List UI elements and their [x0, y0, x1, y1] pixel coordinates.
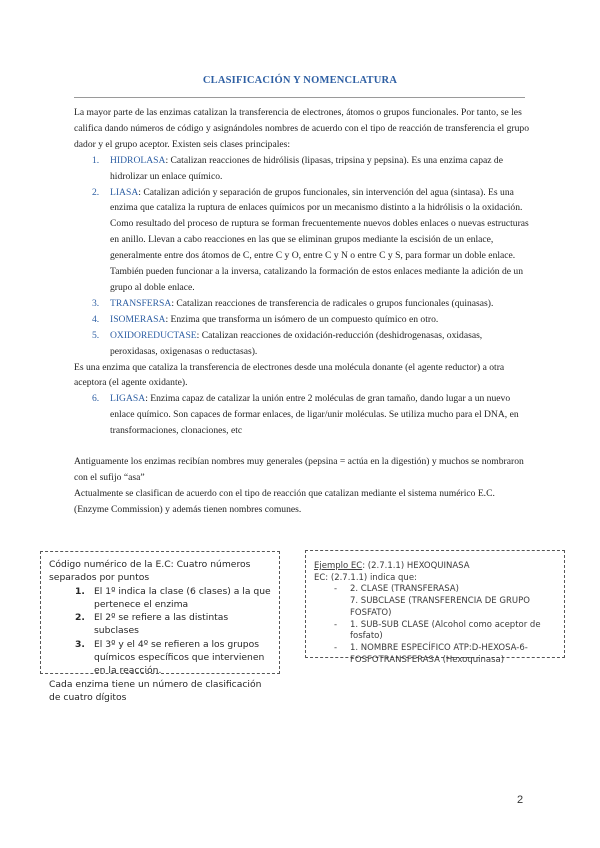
code-item-text: El 3º y el 4º se refieren a los grupos químicos específicos que intervienen en la reacción.: [94, 638, 265, 677]
class-name: LIGASA: [110, 393, 146, 405]
list-item: [49, 611, 273, 638]
list-item: [74, 296, 529, 312]
code-item-text: El 2º se refiere a las distintas subclases: [94, 612, 229, 637]
example-line: 2. CLASE (TRANSFERASA): [350, 584, 459, 595]
class-name: ISOMERASA: [110, 313, 166, 325]
main-content: [74, 105, 529, 518]
code-item-text: El 1º indica la clase (6 clases) a la que pertenece el enzima: [94, 585, 271, 610]
class-name: LIASA: [110, 186, 139, 198]
dash-marker: -: [334, 584, 338, 595]
enzyme-class-list-continued: [74, 391, 529, 439]
code-box-heading: Código numérico de la E.C: Cuatro números separados por puntos: [49, 559, 251, 584]
list-item: [74, 391, 529, 439]
spacer: [74, 439, 529, 454]
class-description: : Enzima capaz de catalizar la unión entre 2 moléculas de gran tamaño, dando lugar a un nuevo enlace químico. Son capaces de formar enlaces, de ligar/unir moléculas. Se utiliza mucho para el DNA, en transformaciones, clonaciones, etc: [110, 393, 519, 437]
example-label: Ejemplo EC: [314, 561, 363, 571]
oxidoreductase-note: Es una enzima que cataliza la transferencia de electrones desde una molécula donante (el agente reductor) a otra aceptora (el agente oxidante).: [74, 361, 505, 389]
list-number: 5.: [92, 329, 100, 341]
list-item: [74, 328, 529, 360]
code-box-footer: Cada enzima tiene un número de clasificación de cuatro dígitos: [49, 678, 262, 703]
list-item: [314, 620, 558, 643]
list-item: [74, 185, 529, 296]
list-number: 3.: [75, 638, 85, 650]
example-line: 7. SUBCLASE (TRANSFERENCIA DE GRUPO FOSFATO): [350, 596, 530, 618]
ec-example-box: [305, 550, 565, 665]
class-description: : Catalizan reacciones de oxidación-reducción (deshidrogenasas, oxidasas, peroxidasas, oxigenasas o reductasas).: [110, 329, 483, 357]
class-description: : Catalizan adición y separación de grupos funcionales, sin intervención del agua (sintasa). Es una enzima que cataliza la ruptura de enlaces químicos por un mecanismo distinto a la hidrólisis o la oxidación. Como resultado del proceso de ruptura se forman frecuentemente nuevos dobles enlaces o nuevas estructuras en anillo. Llevan a cabo reacciones en las que se eliminan grupos mediante la escisión de un enlace, generalmente entre dos átomos de C, entre C y O, entre C y N o entre C y S, para formar un doble enlace. También pueden funcionar a la inversa, catalizando la formación de estos enlaces mediante la adición de un grupo al doble enlace.: [110, 186, 529, 293]
list-number: 1.: [92, 154, 100, 166]
enzyme-class-list: [74, 153, 529, 360]
list-number: 6.: [92, 393, 100, 405]
list-item: [314, 584, 558, 596]
class-name: HIDROLASA: [110, 154, 166, 166]
class-description: : Enzima que transforma un isómero de un compuesto químico en otro.: [165, 313, 439, 325]
dash-marker: -: [334, 642, 338, 653]
title-divider: [74, 97, 525, 98]
list-number: 2.: [75, 612, 85, 624]
example-heading-text: : (2.7.1.1) HEXOQUINASA: [362, 561, 470, 571]
list-item: [49, 585, 273, 612]
list-number: 4.: [92, 313, 100, 325]
current-paragraph: Actualmente se clasifican de acuerdo con el tipo de reacción que catalizan mediante el sistema numérico E.C. (Enzyme Commission) y además tienen nombres comunes.: [74, 487, 495, 515]
list-number: 2.: [92, 186, 100, 198]
list-number: 3.: [92, 297, 100, 309]
example-line: 1. SUB-SUB CLASE (Alcohol como aceptor de fosfato): [350, 619, 541, 642]
list-item: [74, 312, 529, 328]
class-description: : Catalizan reacciones de hidrólisis (lipasas, tripsina y pepsina). Es una enzima capaz de hidrolizar un enlace químico.: [110, 154, 503, 182]
history-paragraph: Antiguamente los enzimas recibían nombres muy generales (pepsina = actúa en la digestión) y muchos se nombraron con el sufijo “asa”: [74, 456, 524, 483]
class-name: OXIDOREDUCTASE: [110, 329, 197, 341]
page-number: 2: [517, 794, 524, 806]
list-number: 1.: [75, 585, 85, 597]
example-line: 1. NOMBRE ESPECÍFICO ATP:D-HEXOSA-6-FOSFOTRANSFERASA (Hexoquinasa): [350, 642, 528, 665]
list-item: [314, 643, 558, 666]
list-item: [49, 638, 273, 678]
intro-paragraph: La mayor parte de las enzimas catalizan la transferencia de electrones, átomos o grupos funcionales. Por tanto, se les califica dando números de código y asignándoles nombres de acuerdo con el tipo de reacción de transferencia el grupo dador y el grupo aceptor. Existen seis clases principales:: [74, 107, 529, 150]
list-item: [74, 153, 529, 185]
dash-marker: -: [334, 619, 338, 630]
class-name: TRANSFERSA: [110, 297, 172, 309]
example-subheading: EC: (2.7.1.1) indica que:: [314, 572, 417, 583]
example-heading: [314, 561, 558, 573]
page-title: CLASIFICACIÓN Y NOMENCLATURA: [202, 75, 398, 86]
class-description: : Catalizan reacciones de transferencia de radicales o grupos funcionales (quinasas).: [171, 297, 494, 309]
ec-code-box: [40, 551, 280, 703]
